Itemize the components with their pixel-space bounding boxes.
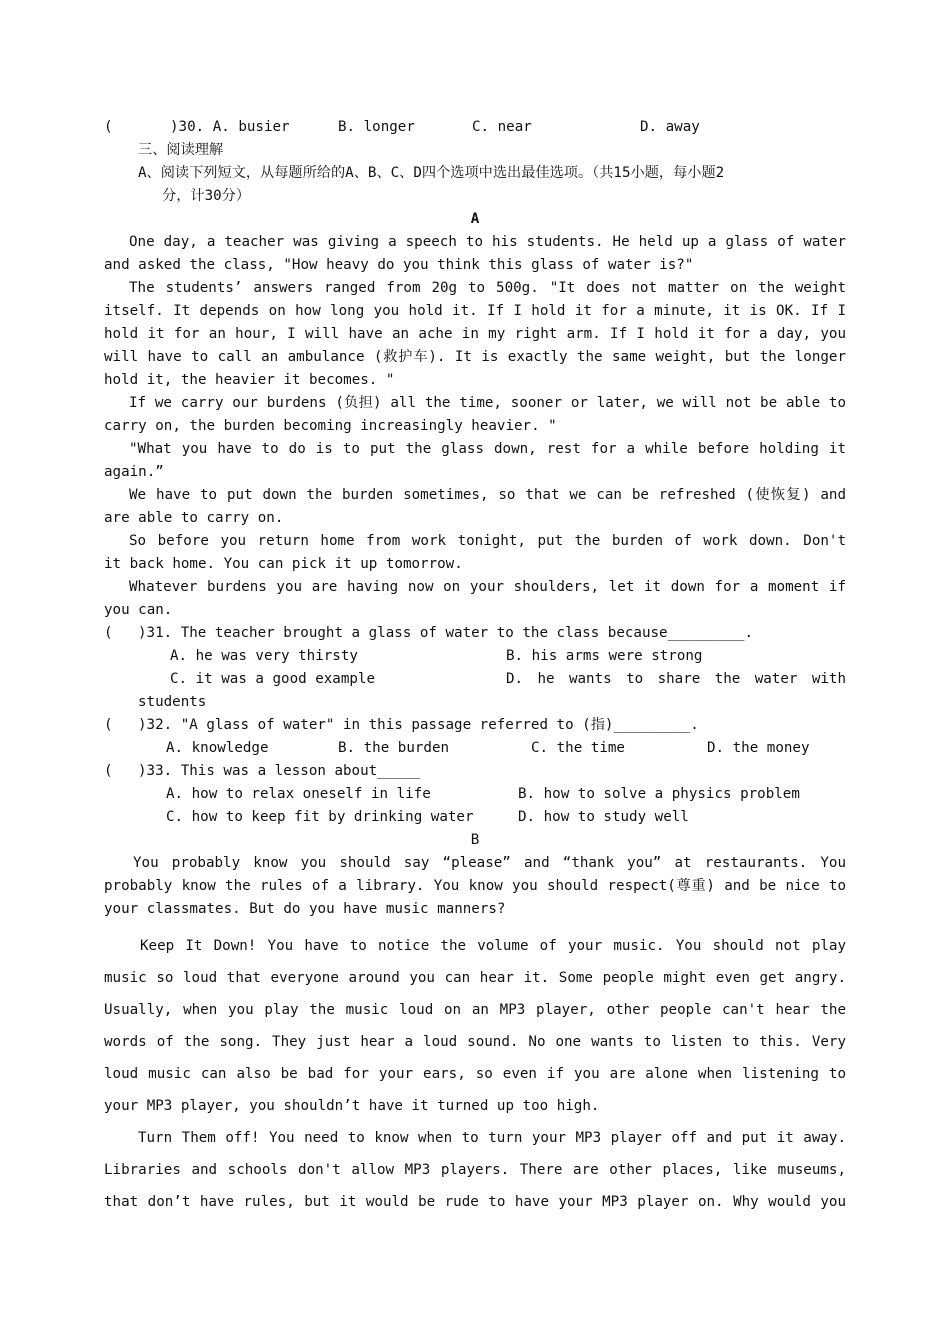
q33-options-cd bbox=[104, 806, 846, 829]
q31-options-ab bbox=[104, 645, 846, 668]
q31-stem: )31. The teacher brought a glass of water to the class because_________. bbox=[138, 625, 753, 641]
passage-b-line: probably know the rules of a library. You know you should respect(尊重) and be nice to bbox=[104, 878, 846, 894]
passage-a-line: If we carry our burdens (负担) all the time, sooner or later, we will not be able to bbox=[129, 395, 846, 411]
q31-option-d: D. he wants to share the water with bbox=[506, 671, 846, 687]
passage-b-line: your MP3 player, you shouldn’t have it turned up too high. bbox=[104, 1098, 600, 1114]
passage-b-line: Keep It Down! You have to notice the volume of your music. You should not play bbox=[140, 938, 846, 954]
passage-b-line: your classmates. But do you have music manners? bbox=[104, 901, 506, 917]
q32-stem: )32. "A glass of water" in this passage referred to (指)_________. bbox=[138, 717, 699, 733]
passage-a-line: and asked the class, "How heavy do you think this glass of water is?" bbox=[104, 257, 694, 273]
passage-a-line: you can. bbox=[104, 602, 173, 618]
instructions-line-2: 分，计30分） bbox=[162, 188, 251, 204]
q31-option-d-cont: students bbox=[138, 694, 207, 710]
passage-b-line: words of the song. They just hear a loud sound. No one wants to listen to this. Very bbox=[104, 1034, 846, 1050]
section-title: 三、阅读理解 bbox=[138, 142, 224, 158]
question-30 bbox=[104, 116, 846, 139]
passage-b-line: You probably know you should say “please” and “thank you” at restaurants. You bbox=[133, 855, 846, 871]
passage-b-line: Usually, when you play the music loud on an MP3 player, other people can't hear the bbox=[104, 1002, 846, 1018]
passage-a-line: itself. It depends on how long you hold it. If I hold it for a minute, it is OK. If I bbox=[104, 303, 846, 319]
q33-option-a: A. how to relax oneself in life bbox=[166, 786, 431, 802]
question-31 bbox=[104, 622, 846, 645]
q33-stem: )33. This was a lesson about_____ bbox=[138, 763, 420, 779]
passage-a-line: are able to carry on. bbox=[104, 510, 284, 526]
answer-blank-31: ( bbox=[104, 625, 113, 641]
passage-a-line: We have to put down the burden sometimes, so that we can be refreshed (使恢复) and bbox=[129, 487, 846, 503]
exam-page bbox=[104, 116, 846, 1218]
q32-options bbox=[104, 737, 846, 760]
passage-b-heading: B bbox=[470, 832, 480, 848]
answer-blank-32: ( bbox=[104, 717, 113, 733]
passage-a-line: will have to call an ambulance (救护车). It is exactly the same weight, but the longer bbox=[104, 349, 846, 365]
q31-option-a: A. he was very thirsty bbox=[170, 648, 358, 664]
passage-a-line: Whatever burdens you are having now on your shoulders, let it down for a moment if bbox=[129, 579, 846, 595]
q31-option-c: C. it was a good example bbox=[170, 671, 375, 687]
passage-a-line: carry on, the burden becoming increasingly heavier. " bbox=[104, 418, 557, 434]
q30-option-d: D. away bbox=[640, 119, 700, 135]
q30-option-b: B. longer bbox=[338, 119, 415, 135]
passage-a-line: again.” bbox=[104, 464, 164, 480]
passage-a-heading: A bbox=[470, 211, 480, 227]
q32-option-c: C. the time bbox=[531, 740, 625, 756]
passage-a-line: it back home. You can pick it up tomorrow. bbox=[104, 556, 463, 572]
q31-option-b: B. his arms were strong bbox=[506, 648, 703, 664]
passage-b-line: music so loud that everyone around you can hear it. Some people might even get angry. bbox=[104, 970, 846, 986]
passage-a-line: hold it, the heavier it becomes. " bbox=[104, 372, 395, 388]
passage-a-line: "What you have to do is to put the glass down, rest for a while before holding it bbox=[129, 441, 846, 457]
question-33 bbox=[104, 760, 846, 783]
q30-option-a: )30. A. busier bbox=[170, 119, 290, 135]
answer-blank-33: ( bbox=[104, 763, 113, 779]
q30-option-c: C. near bbox=[472, 119, 532, 135]
q33-option-b: B. how to solve a physics problem bbox=[518, 786, 800, 802]
q32-option-a: A. knowledge bbox=[166, 740, 269, 756]
q32-option-b: B. the burden bbox=[338, 740, 450, 756]
q33-option-d: D. how to study well bbox=[518, 809, 689, 825]
q31-options-cd bbox=[104, 668, 846, 691]
passage-b-line: Turn Them off! You need to know when to turn your MP3 player off and put it away. bbox=[138, 1130, 846, 1146]
question-32 bbox=[104, 714, 846, 737]
passage-a-line: One day, a teacher was giving a speech to his students. He held up a glass of water bbox=[129, 234, 846, 250]
passage-a-line: The students’ answers ranged from 20g to 500g. "It does not matter on the weight bbox=[129, 280, 846, 296]
answer-blank-30: ( bbox=[104, 119, 113, 135]
passage-a-line: So before you return home from work tonight, put the burden of work down. Don't bbox=[129, 533, 846, 549]
instructions-line-1: A、阅读下列短文，从每题所给的A、B、C、D四个选项中选出最佳选项。（共15小题，每小题2 bbox=[138, 165, 725, 181]
q32-option-d: D. the money bbox=[707, 740, 810, 756]
passage-b-line: loud music can also be bad for your ears, so even if you are alone when listening to bbox=[104, 1066, 846, 1082]
q33-option-c: C. how to keep fit by drinking water bbox=[166, 809, 474, 825]
passage-b-line: Libraries and schools don't allow MP3 players. There are other places, like museums, bbox=[104, 1162, 846, 1178]
q33-options-ab bbox=[104, 783, 846, 806]
passage-a-line: hold it for an hour, I will have an ache in my right arm. If I hold it for a day, you bbox=[104, 326, 846, 342]
passage-b-line: that don’t have rules, but it would be rude to have your MP3 player on. Why would you bbox=[104, 1194, 846, 1210]
